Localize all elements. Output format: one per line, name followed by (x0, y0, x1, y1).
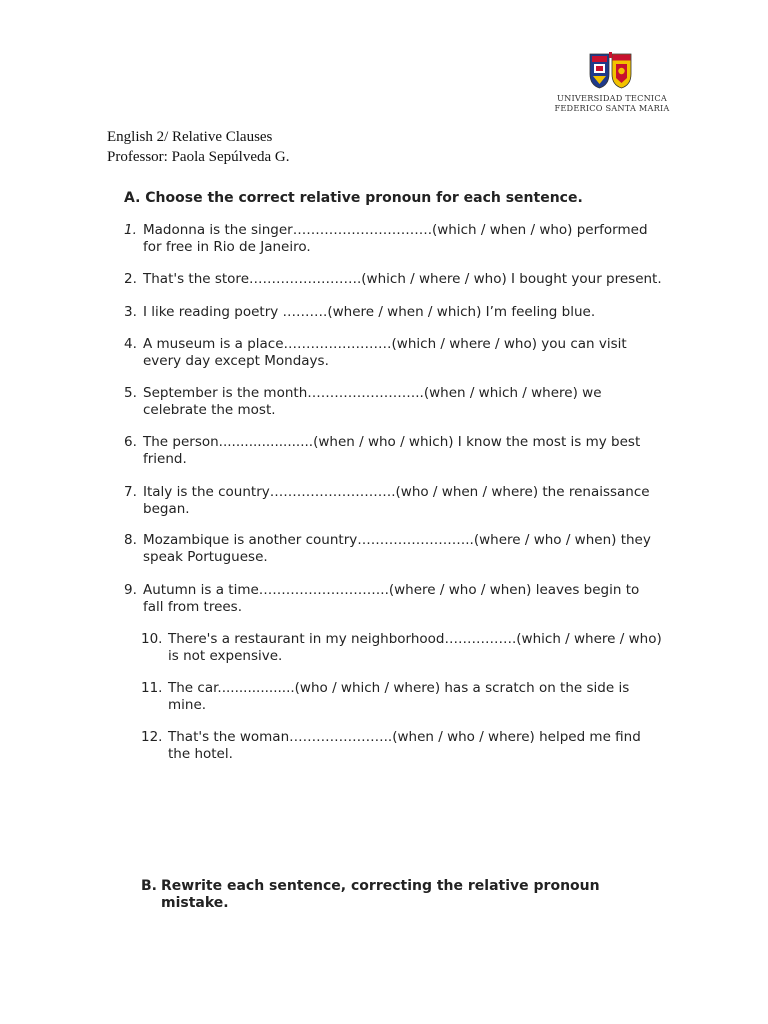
section-b-title-text: Rewrite each sentence, correcting the relative pronoun mistake. (161, 878, 600, 911)
university-crest-icon (587, 52, 635, 90)
item-number: 10. (141, 631, 163, 647)
item-number: 11. (141, 680, 163, 696)
university-name-line2: FEDERICO SANTA MARIA (554, 103, 670, 113)
section-b-number: B. (141, 878, 157, 894)
item-text: Autumn is a time………………………..(where / who / when) leaves begin to fall from trees. (143, 582, 640, 615)
item-text: Madonna is the singer………………………….(which / when / who) performed for free in Rio de Janeiro. (143, 222, 648, 255)
item-text: Italy is the country……………………….(who / when / where) the renaissance began. (143, 484, 650, 517)
item-number: 5. (124, 385, 137, 401)
item-text: I like reading poetry ……….(where / when / which) I’m feeling blue. (143, 304, 596, 320)
item-text: Mozambique is another country……………………..(where / who / when) they speak Portuguese. (143, 532, 651, 565)
item-number: 2. (124, 271, 137, 287)
item-text: The person......................(when / who / which) I know the most is my best friend. (143, 434, 641, 467)
item-number: 7. (124, 484, 137, 500)
item-number: 8. (124, 532, 137, 548)
university-logo (553, 52, 671, 114)
item-text: September is the month……………………..(when / which / where) we celebrate the most. (143, 385, 602, 418)
item-text: There's a restaurant in my neighborhood…………….(which / where / who) is not expensive. (168, 631, 662, 664)
section-a-title: A. Choose the correct relative pronoun for each sentence. (124, 190, 583, 206)
item-text: That's the store…………………….(which / where / who) I bought your present. (143, 271, 662, 287)
item-number: 3. (124, 304, 137, 320)
item-number: 1. (124, 222, 137, 238)
item-number: 4. (124, 336, 137, 352)
professor-name: Professor: Paola Sepúlveda G. (107, 149, 290, 165)
item-text: A museum is a place……………………(which / where / who) you can visit every day except Mondays. (143, 336, 627, 369)
item-number: 12. (141, 729, 163, 745)
item-text: The car..................(who / which / where) has a scratch on the side is mine. (168, 680, 630, 713)
university-name-line1: UNIVERSIDAD TECNICA (557, 93, 667, 103)
item-text: That's the woman…………………..(when / who / where) helped me find the hotel. (168, 729, 641, 762)
item-number: 6. (124, 434, 137, 450)
item-number: 9. (124, 582, 137, 598)
course-title: English 2/ Relative Clauses (107, 129, 273, 145)
